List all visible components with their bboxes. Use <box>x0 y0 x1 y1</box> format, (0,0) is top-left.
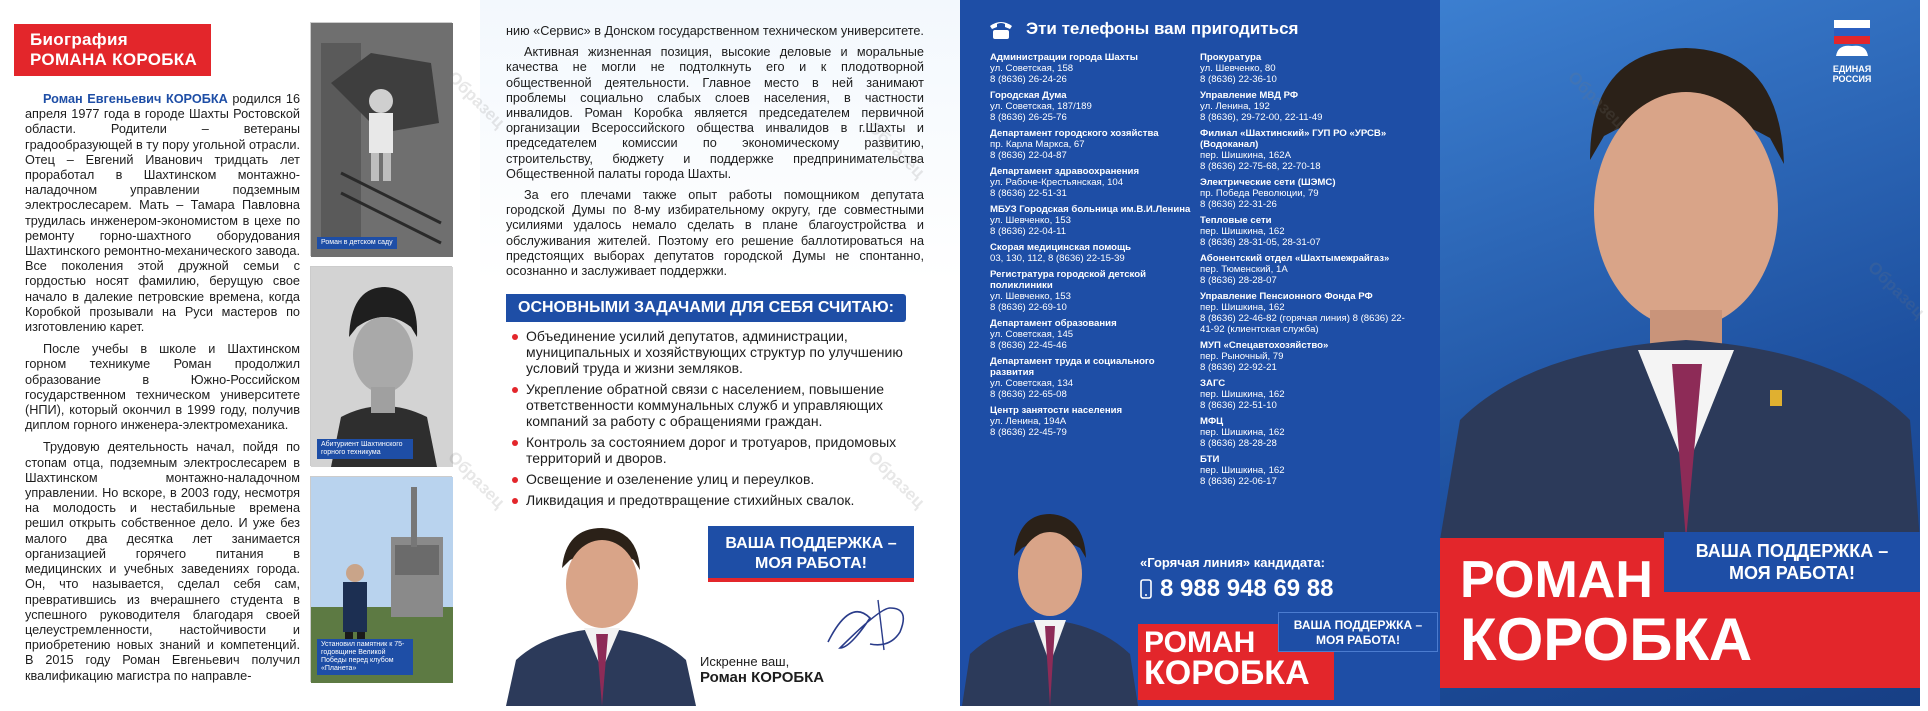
telephone-icon <box>988 18 1014 40</box>
directory-entry: Скорая медицинская помощь 03, 130, 112, 8 (8636) 22-15-39 <box>990 242 1132 264</box>
bio-paragraph-3: Трудовую деятельность начал, пойдя по стопам отца, подземным электрослесарем в Шахтинском монтажно-наладочном управлении. Но вскоре, в 2003 году, несмотря на молодость и нестабильные времена решил открыть собственное дело. И уже без малого два десятка лет занимается организацией горячего питания в медицинских и учебных заведениях города. Он, что называется, сделал себя сам, превратившись из вчерашнего студента в успешного руководителя благодаря своей целеустремленности, настойчивости и приобретению новых знаний и компетенций. В 2015 году Роман Евгеньевич получил квалификацию магистра по направле- <box>25 440 300 683</box>
program-text <box>506 24 924 285</box>
slogan-line1: ВАША ПОДДЕРЖКА – <box>1695 541 1889 561</box>
task-item: Укрепление обратной связи с населением, повышение ответственности коммунальных служб и управляющих компаний за работу с обращениями граждан. <box>512 381 932 429</box>
party-name-line2: РОССИЯ <box>1832 74 1872 84</box>
monument-photo-caption: Установил памятник к 75-годовщине Великой Победы перед клубом «Планета» <box>317 639 413 675</box>
directory-entry: Электрические сети (ШЭМС) пр. Победа Революции, 79 8 (8636) 22-31-26 <box>1200 177 1336 210</box>
slogan-line1: ВАША ПОДДЕРЖКА – <box>1293 618 1423 632</box>
slogan-banner <box>708 526 914 582</box>
party-name-line1: ЕДИНАЯ <box>1832 64 1872 74</box>
task-item: Ликвидация и предотвращение стихийных свалок. <box>512 492 932 508</box>
program-paragraph-1: Активная жизненная позиция, высокие деловые и моральные качества не могли не подтолкнуть его и к плодотворной общественной деятельности. Главное место в ней занимают проблемы социально слабых слоев населения, в частности инвалидов. Роман Коробка является председателем первичной организации Всероссийского общества инвалидов в г.Шахты и председателем комиссии по экономическому развитию, строительству, бюджету и поддержке предпринимательства Общественной палаты города Шахты. <box>506 45 924 181</box>
directory-entry: Администрации города Шахты ул. Советская, 158 8 (8636) 26-24-26 <box>990 52 1138 85</box>
hotline-label: «Горячая линия» кандидата: <box>1140 555 1325 570</box>
monument-photo <box>310 476 452 682</box>
directory-entry: Департамент образования ул. Советская, 145 8 (8636) 22-45-46 <box>990 318 1117 351</box>
kindergarten-photo-caption: Роман в детском саду <box>317 237 397 249</box>
phones-heading <box>988 14 1298 44</box>
directory-entry: БТИ пер. Шишкина, 162 8 (8636) 22-06-17 <box>1200 454 1285 487</box>
candidate-first-name: РОМАН <box>1144 626 1256 659</box>
hotline-number[interactable] <box>1140 574 1334 604</box>
directory-entry: Абонентский отдел «Шахтымежрайгаз» пер. Тюменский, 1А 8 (8636) 28-28-07 <box>1200 253 1390 286</box>
kindergarten-photo <box>310 22 452 256</box>
slogan-banner-small <box>1278 612 1438 652</box>
phones-title: Эти телефоны вам пригодиться <box>1026 19 1299 38</box>
task-item: Освещение и озеленение улиц и переулков. <box>512 471 932 487</box>
candidate-last-name: КОРОБКА <box>1144 654 1310 692</box>
directory-entry: Департамент городского хозяйства пр. Карла Маркса, 67 8 (8636) 22-04-87 <box>990 128 1159 161</box>
directory-entry: ЗАГС пер. Шишкина, 162 8 (8636) 22-51-10 <box>1200 378 1285 411</box>
program-paragraph-2: За его плечами также опыт работы помощником депутата городской Думы по 8-му избирательному округу, где совместными усилиями удалось немало сделать в плане благоустройства и обслуживания жителей. Поэтому его решение баллотироваться на предстоящих выборах депутатов городской Думы не спонтанно, осознанно и заслуживает поддержки. <box>506 188 924 279</box>
slogan-line2: МОЯ РАБОТА! <box>1316 633 1400 647</box>
signature-icon <box>820 588 920 656</box>
directory-entry: МБУЗ Городская больница им.В.И.Ленина ул. Шевченко, 153 8 (8636) 22-04-11 <box>990 204 1191 237</box>
signature-block <box>700 654 824 686</box>
bio-paragraph-1 <box>25 92 300 335</box>
biography-text <box>25 92 300 691</box>
slogan-line2: МОЯ РАБОТА! <box>1729 563 1855 583</box>
directory-entry: МФЦ пер. Шишкина, 162 8 (8636) 28-28-28 <box>1200 416 1285 449</box>
technicum-photo-caption: Абитуриент Шахтинского горного техникума <box>317 439 413 459</box>
candidate-first-name: РОМАН <box>1460 551 1653 609</box>
candidate-portrait-medium <box>962 504 1138 706</box>
mobile-phone-icon <box>1140 579 1152 599</box>
directory-entry: Департамент здравоохранения ул. Рабоче-Крестьянская, 104 8 (8636) 22-51-31 <box>990 166 1140 199</box>
candidate-portrait-large <box>1440 20 1920 540</box>
directory-entry: Регистратура городской детской поликлиники ул. Шевченко, 153 8 (8636) 22-69-10 <box>990 269 1146 313</box>
biography-title <box>14 24 211 76</box>
task-item: Контроль за состоянием дорог и тротуаров, придомовых территорий и дворов. <box>512 434 932 466</box>
candidate-last-name: КОРОБКА <box>1460 606 1753 673</box>
directory-entry: Тепловые сети пер. Шишкина, 162 8 (8636) 28-31-05, 28-31-07 <box>1200 215 1321 248</box>
party-logo <box>1806 16 1898 84</box>
technicum-photo-image <box>311 267 453 467</box>
bio-paragraph-1-text: родился 16 апреля 1977 года в городе Шахты Ростовской области. Родители – ветераны градообразующей в ту пору угольной отрасли. Отец – Евгений Иванович тридцать лет проработал в Шахтинском монтажно-наладочном управлении подземным электрослесарем. Мать – Тамара Павловна трудилась инженером-экономистом в цехе по ремонту горно-шахтного оборудования Шахтинского ремонтно-механического завода. Все поколения этой дружной семьи с гордостью носят фамилию, берущую свое начало в далекие петровские времена, когда Коробкой прозывали на Руси мастеров по изготовлению карет. <box>25 92 301 335</box>
directory-entry: Департамент труда и социального развития ул. Советская, 134 8 (8636) 22-65-08 <box>990 356 1155 400</box>
directory-entry: Управление МВД РФ ул. Ленина, 192 8 (8636), 29-72-00, 22-11-49 <box>1200 90 1323 123</box>
tasks-list <box>512 328 932 513</box>
sincerely-text: Искренне ваш, <box>700 654 790 669</box>
directory-entry: Городская Дума ул. Советская, 187/189 8 (8636) 26-25-76 <box>990 90 1092 123</box>
bio-paragraph-2: После учебы в школе и Шахтинском горном техникуме Роман продолжил образование в Южно-Российском государственном техническом университете (НПИ), который окончил в 1999 году, получив диплом горного инженера-электромеханика. <box>25 342 300 433</box>
candidate-portrait-small <box>496 520 706 706</box>
bear-flag-icon <box>1828 16 1876 62</box>
directory-entry: Прокуратура ул. Шевченко, 80 8 (8636) 22-36-10 <box>1200 52 1277 85</box>
directory-entry: МУП «Спецавтохозяйство» пер. Рыночный, 79 8 (8636) 22-92-21 <box>1200 340 1329 373</box>
slogan-banner-large <box>1664 532 1920 596</box>
biography-title-line2: РОМАНА КОРОБКА <box>30 50 198 69</box>
slogan-line1: ВАША ПОДДЕРЖКА – <box>725 535 897 552</box>
slogan-line2: МОЯ РАБОТА! <box>755 555 867 572</box>
tasks-heading: ОСНОВНЫМИ ЗАДАЧАМИ ДЛЯ СЕБЯ СЧИТАЮ: <box>506 294 906 322</box>
signature-name: Роман КОРОБКА <box>700 669 825 686</box>
task-item: Объединение усилий депутатов, администрации, муниципальных и хозяйствующих структур по улучшению условий труда и жизни земляков. <box>512 328 932 376</box>
directory-entry: Управление Пенсионного Фонда РФ пер. Шишкина, 162 8 (8636) 22-46-82 (горячая линия) 8 (8636) 22-41-92 (клиентская служба) <box>1200 291 1405 335</box>
program-paragraph-0: нию «Сервис» в Донском государственном техническом университете. <box>506 24 924 38</box>
candidate-full-name: Роман Евгеньевич КОРОБКА <box>43 92 228 106</box>
hotline-number-text: 8 988 948 69 88 <box>1160 575 1334 602</box>
technicum-photo <box>310 266 452 466</box>
phone-directory-left <box>990 52 1200 443</box>
kindergarten-photo-image <box>311 23 453 257</box>
phone-directory-right <box>1200 52 1410 492</box>
biography-title-line1: Биография <box>30 30 128 49</box>
directory-entry: Центр занятости населения ул. Ленина, 194А 8 (8636) 22-45-79 <box>990 405 1123 438</box>
directory-entry: Филиал «Шахтинский» ГУП РО «УРСВ» (Водоканал) пер. Шишкина, 162А 8 (8636) 22-75-68, 22-70-18 <box>1200 128 1387 172</box>
